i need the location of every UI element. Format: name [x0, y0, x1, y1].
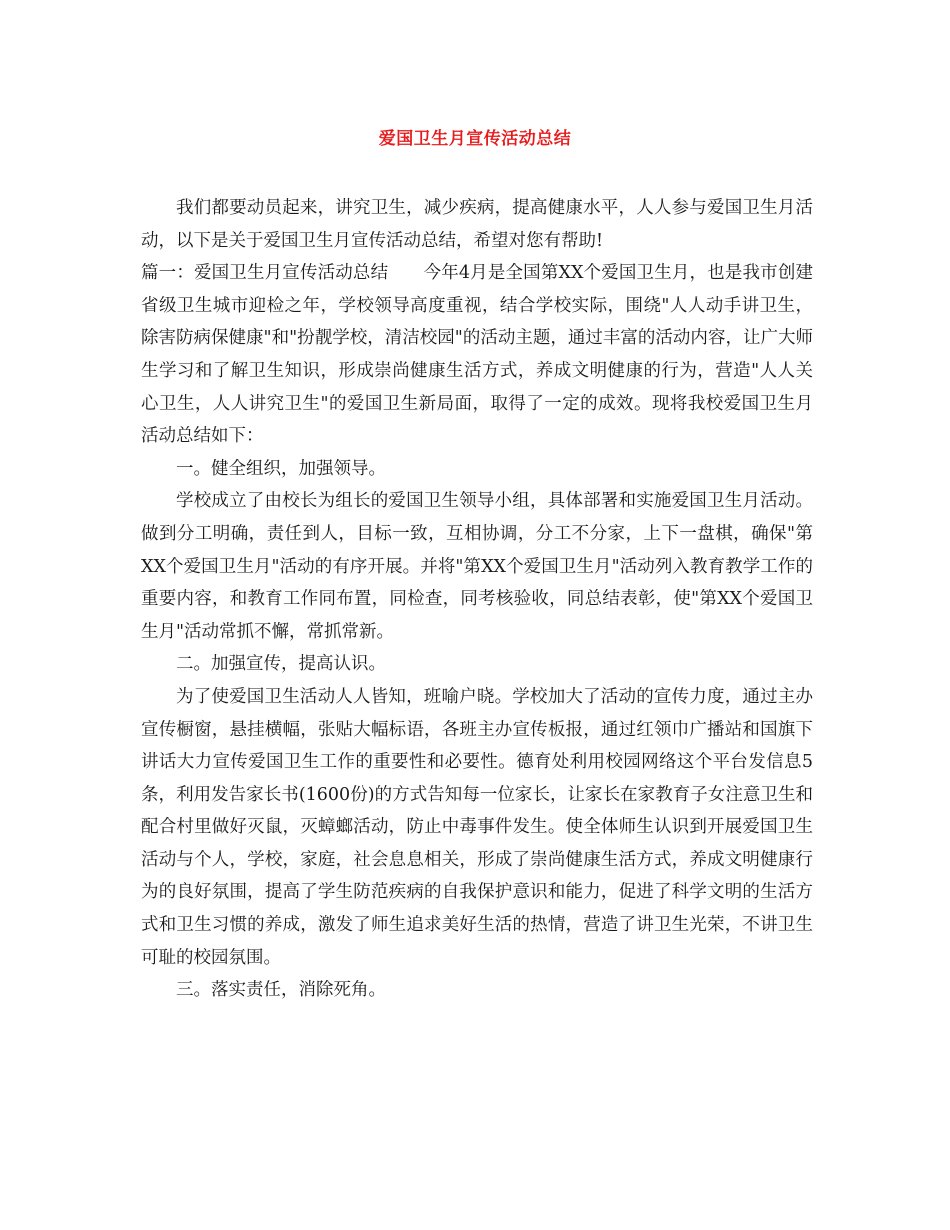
paragraph-publicity: 为了使爱国卫生活动人人皆知，班喻户晓。学校加大了活动的宣传力度，通过主办宣传橱窗，悬挂横幅，张贴大幅标语，各班主办宣传板报，通过红领巾广播站和国旗下讲话大力宣传爱国卫生工作的重要性和必要性。德育处利用校园网络这个平台发信息5条，利用发告家长书(1600份)的方式告知每一位家长，让家长在家教育子女注意卫生和配合村里做好灭鼠，灭蟑螂活动，防止中毒事件发生。使全体师生认识到开展爱国卫生活动与个人，学校，家庭，社会息息相关，形成了崇尚健康生活方式，养成文明健康行为的良好氛围，提高了学生防范疾病的自我保护意识和能力，促进了科学文明的生活方式和卫生习惯的养成，激发了师生追求美好生活的热情，营造了讲卫生光荣，不讲卫生可耻的校园氛围。: [141, 686, 813, 968]
section-heading-one: 一。健全组织，加强领导。: [176, 458, 386, 479]
section-heading-two: 二。加强宣传，提高认识。: [176, 654, 386, 675]
paragraph-organization: 学校成立了由校长为组长的爱国卫生领导小组，具体部署和实施爱国卫生月活动。做到分工明确，责任到人，目标一致，互相协调，分工不分家，上下一盘棋，确保"第XX个爱国卫生月"活动的有序开展。并将"第XX个爱国卫生月"活动列入教育教学工作的重要内容，和教育工作同布置，同检查，同考核验收，同总结表彰，使"第XX个爱国卫生月"活动常抓不懈，常抓常新。: [141, 491, 813, 642]
document-body: [141, 192, 813, 1007]
paragraph-intro: 我们都要动员起来，讲究卫生，减少疾病，提高健康水平，人人参与爱国卫生月活动，以下是关于爱国卫生月宣传活动总结，希望对您有帮助!: [141, 198, 813, 251]
document-title: 爱国卫生月宣传活动总结: [378, 129, 572, 149]
section-heading-three: 三。落实责任，消除死角。: [176, 980, 386, 1001]
paragraph-part-one: 篇一：爱国卫生月宣传活动总结 今年4月是全国第XX个爱国卫生月，也是我市创建省级卫生城市迎检之年，学校领导高度重视，结合学校实际，围绕"人人动手讲卫生，除害防病保健康"和"扮靓学校，清洁校园"的活动主题，通过丰富的活动内容，让广大师生学习和了解卫生知识，形成崇尚健康生活方式，养成文明健康的行为，营造"人人关心卫生，人人讲究卫生"的爱国卫生新局面，取得了一定的成效。现将我校爱国卫生月活动总结如下：: [141, 263, 813, 447]
